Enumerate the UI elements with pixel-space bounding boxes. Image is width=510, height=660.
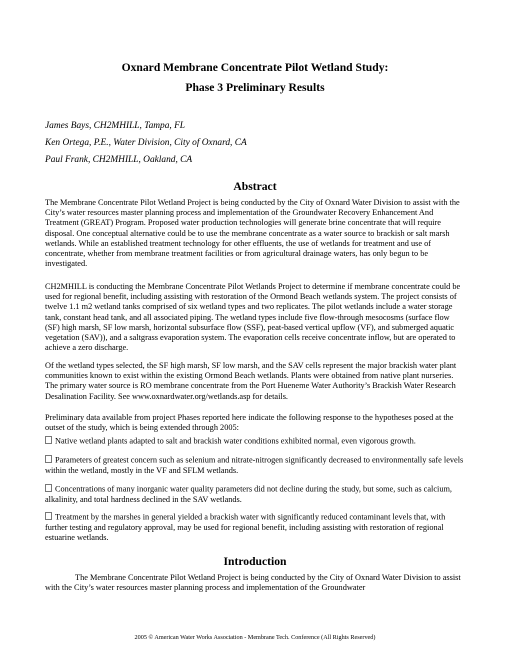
finding-text: Concentrations of many inorganic water quality parameters did not decline during the study, but some, such as calcium, alkalinity, and total hardness declined in the SAV wetlands. xyxy=(45,484,452,504)
bullet-box-icon xyxy=(45,436,52,444)
abstract-paragraph-3: Of the wetland types selected, the SF high marsh, SF low marsh, and the SAV cells represent the major brackish water plant communities known to exist within the existing Ormond Beach wetlands. Plants were obtained from native plant nurseries. The primary water source is RO membrane concentrate from the Port Hueneme Water Authority’s Brackish Water Research Desalination Facility. See www.oxnardwater.org/wetlands.asp for details. xyxy=(45,361,457,401)
abstract-paragraph-4: Preliminary data available from project Phases reported here indicate the following response to the hypotheses posed at the outset of the study, which is being extended through 2005: xyxy=(45,413,454,433)
abstract-heading: Abstract xyxy=(233,180,277,193)
finding-bullet xyxy=(45,455,465,476)
introduction-heading: Introduction xyxy=(223,555,287,568)
bullet-box-icon xyxy=(45,455,52,463)
paper-title-line-1: Oxnard Membrane Concentrate Pilot Wetland Study: xyxy=(121,61,389,74)
finding-text: Native wetland plants adapted to salt and brackish water conditions exhibited normal, even vigorous growth. xyxy=(55,436,416,446)
abstract-paragraph-2: CH2MHILL is conducting the Membrane Concentrate Pilot Wetlands Project to determine if membrane concentrate could be used for regional benefit, including assisting with restoration of the Ormond Beach wetlands system. The project consists of twelve 1.1 m2 wetland tanks comprised of six wetland types and two replicates. The pilot wetlands include a water storage tank, constant head tank, and all associated piping. The wetland types include five flow-through mesocosms (surface flow (SF) high marsh, SF low marsh, horizontal subsurface flow (SSF), peat-based vertical upflow (VF), and submerged aquatic vegetation (SAV)), and a saltgrass evaporation system. The evaporation cells receive concentrate inflow, but are operated to achieve a zero discharge. xyxy=(45,282,461,353)
finding-bullet xyxy=(45,512,465,543)
author-2: Ken Ortega, P.E., Water Division, City of Oxnard, CA xyxy=(45,138,247,148)
page-footer: 2005 © American Water Works Association - Membrane Tech. Conference (All Rights Reserved) xyxy=(134,634,376,641)
author-1: James Bays, CH2MHILL, Tampa, FL xyxy=(45,121,186,131)
abstract-paragraph-1: The Membrane Concentrate Pilot Wetland Project is being conducted by the City of Oxnard Water Division to assist with the City’s water resources master planning process and implementation of the Groundwater Recovery Enhancement And Treatment (GREAT) Program. Proposed water production technologies will generate brine concentrate that will require disposal. One conceptual alternative could be to use the membrane concentrate as a water source to brackish or salt marsh wetlands. While an established treatment technology for other effluents, the use of wetlands for treatment and use of concentrate, whether from membrane treatment facilities or from agricultural drainage waters, has only begun to be investigated. xyxy=(45,198,460,269)
finding-bullet xyxy=(45,484,465,505)
finding-text: Treatment by the marshes in general yielded a brackish water with significantly reduced contaminant levels that, with further testing and regulatory approval, may be used for regional benefit, including assisting with restoration of regional estuarine wetlands. xyxy=(45,512,446,542)
introduction-paragraph-1: The Membrane Concentrate Pilot Wetland Project is being conducted by the City of Oxnard Water Division to assist with the City’s water resources master planning process and implementation of the Groundwater xyxy=(45,573,461,593)
bullet-box-icon xyxy=(45,484,52,492)
paper-title-line-2: Phase 3 Preliminary Results xyxy=(185,81,325,94)
bullet-box-icon xyxy=(45,512,52,520)
finding-text: Parameters of greatest concern such as selenium and nitrate-nitrogen significantly decreased to environmentally safe levels within the wetland, mostly in the VF and SFLM wetlands. xyxy=(45,455,464,475)
author-3: Paul Frank, CH2MHILL, Oakland, CA xyxy=(45,155,193,165)
finding-bullet xyxy=(45,436,465,447)
